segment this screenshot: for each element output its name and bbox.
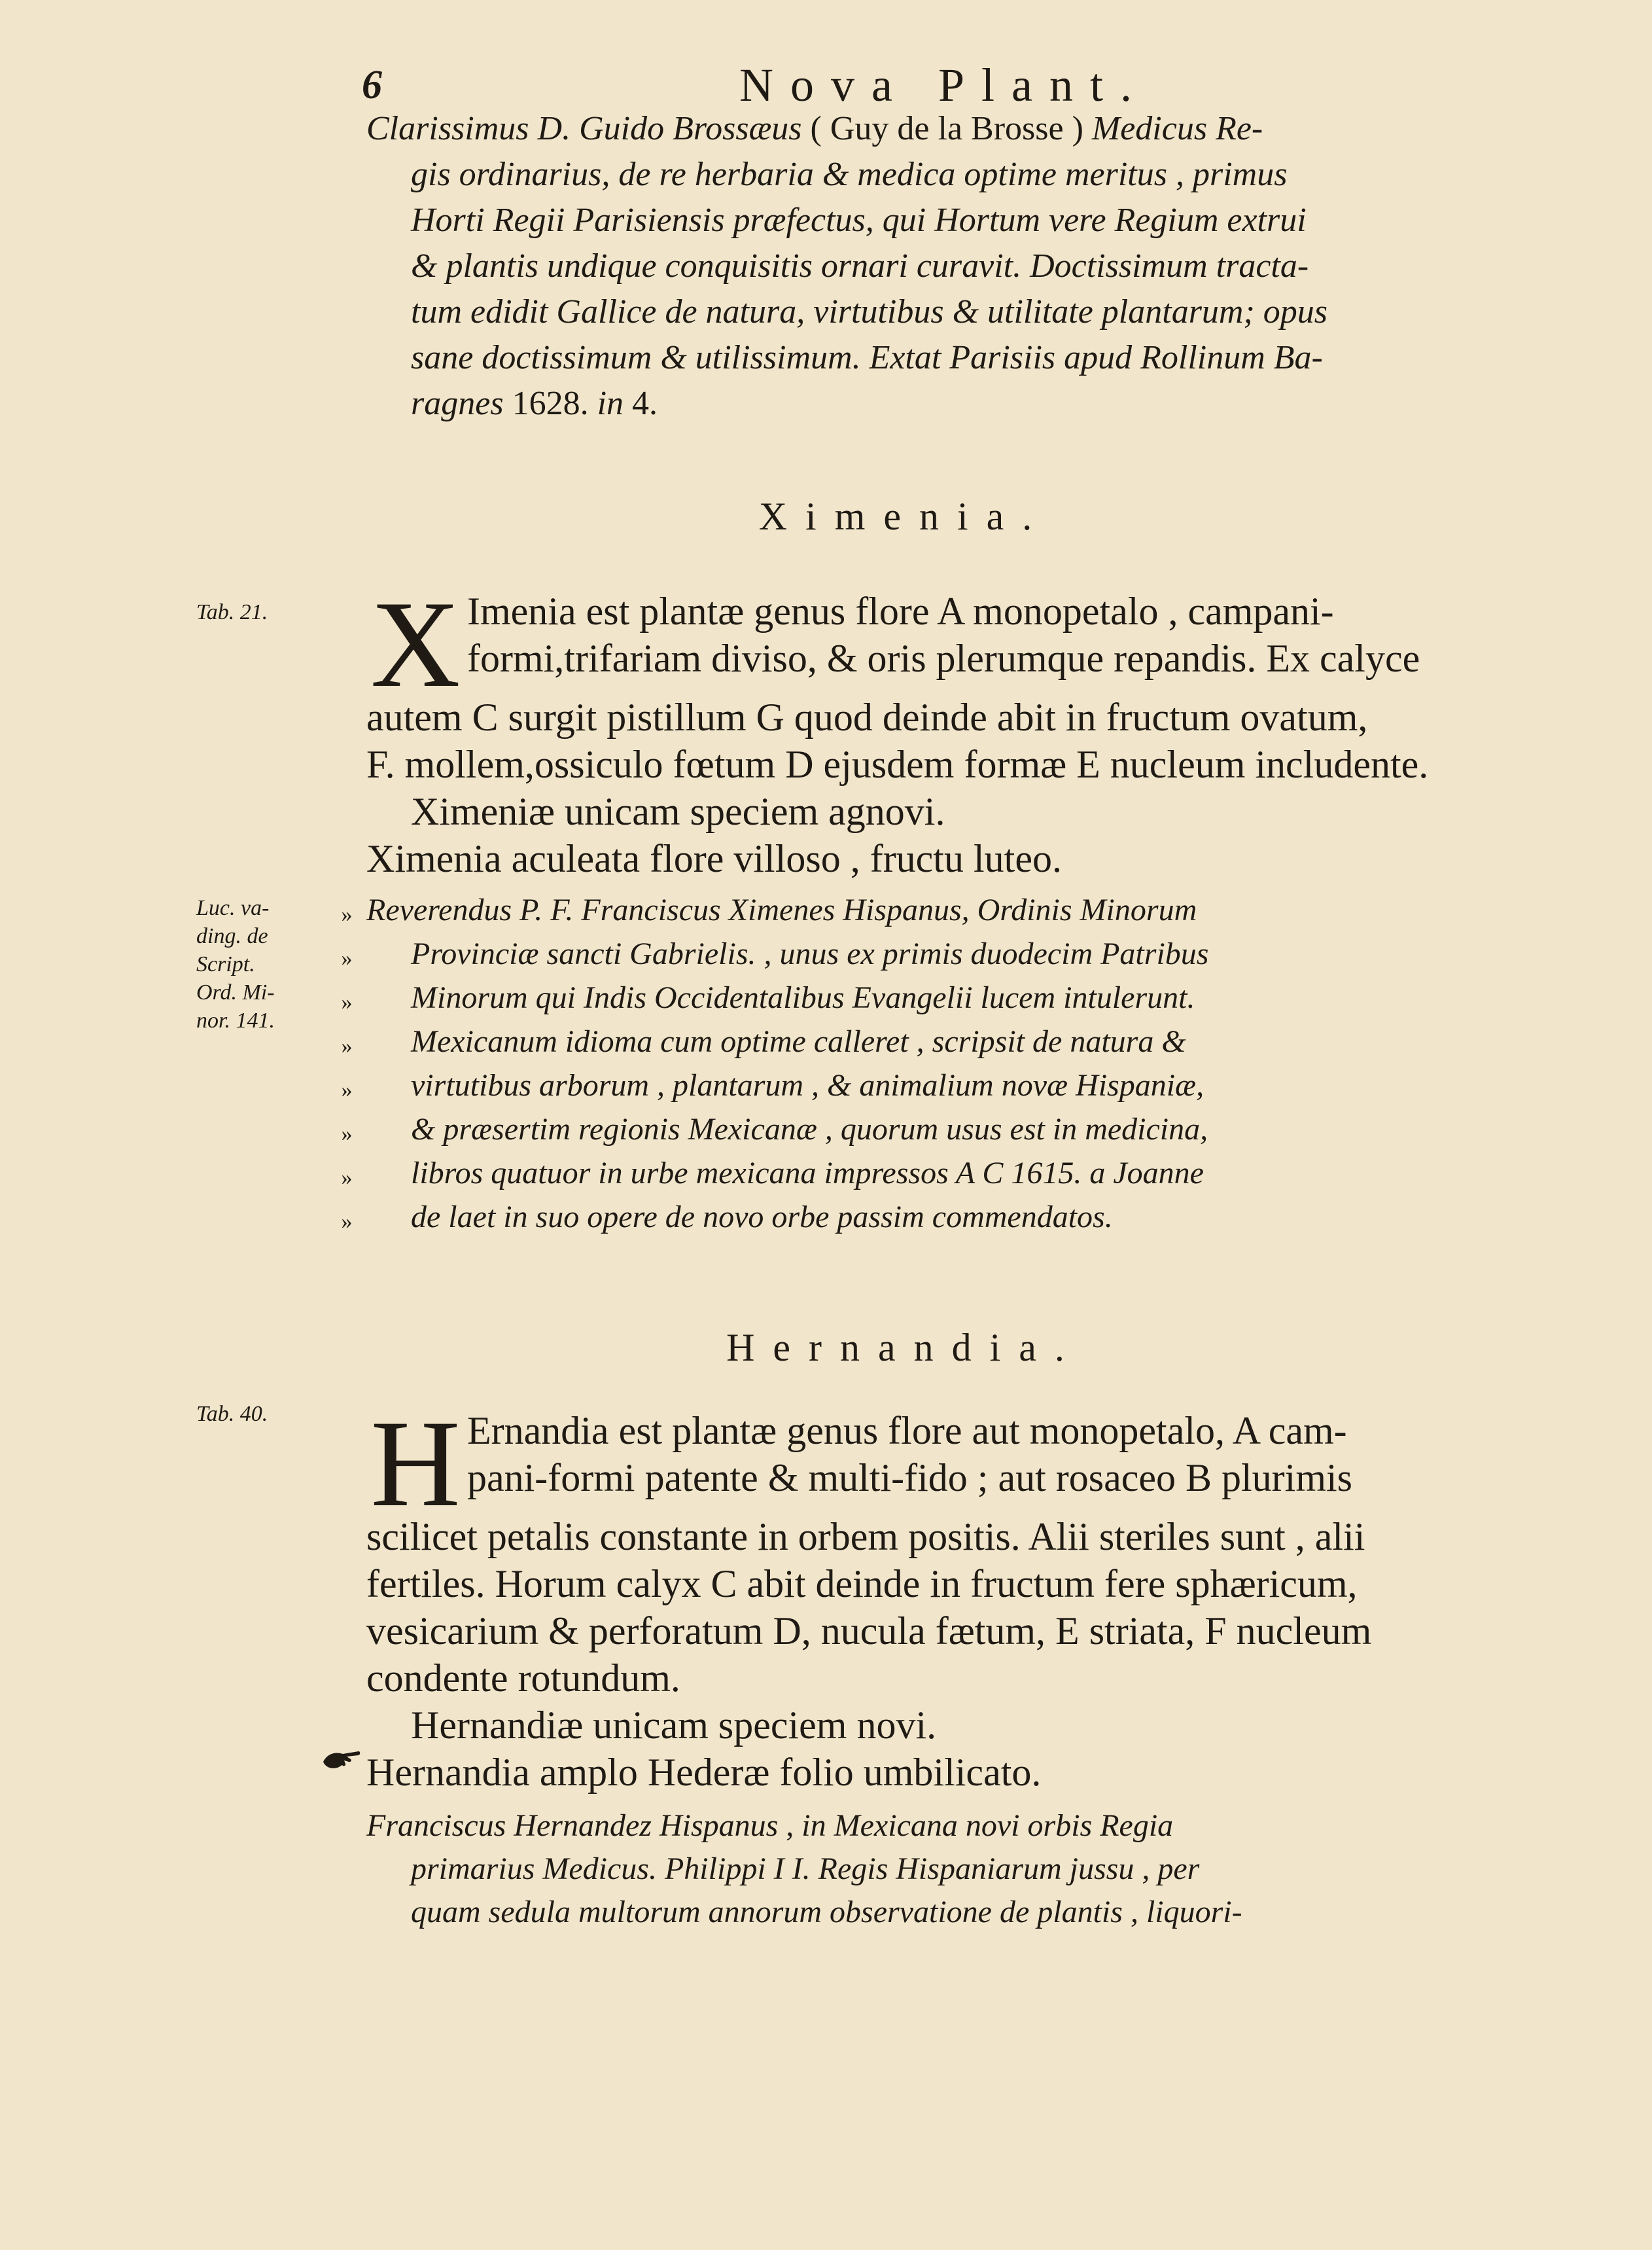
- body-line: Ernandia est plantæ genus flore aut monopetalo, A cam-: [467, 1409, 1347, 1452]
- intro-paragraph: [366, 106, 1531, 427]
- intro-line: [366, 106, 1531, 152]
- margin-ref-line: ding. de: [196, 924, 268, 948]
- quote-mark: »: [341, 1166, 353, 1190]
- ximenia-description: [366, 576, 1531, 882]
- body-line: pani-formi patente & multi-fido ; aut rosaceo B plurimis: [467, 1456, 1353, 1499]
- section-title-hernandia: Hernandia.: [726, 1326, 1083, 1369]
- intro-line: [366, 381, 1531, 427]
- citation-line: Minorum qui Indis Occidentalibus Evangelii lucem intulerunt.: [411, 980, 1195, 1015]
- intro-text: ragnes: [411, 385, 504, 422]
- intro-text-roman: ( Guy de la Brosse ): [801, 110, 1092, 147]
- intro-line: Horti Regii Parisiensis præfectus, qui Hortum vere Regium extrui: [411, 202, 1307, 239]
- citation-line: de laet in suo opere de novo orbe passim commendatos.: [411, 1200, 1113, 1234]
- drop-cap: X: [370, 576, 461, 713]
- page-number: 6: [362, 62, 382, 107]
- citation-line: & præsertim regionis Mexicanæ , quorum usus est in medicina,: [411, 1112, 1208, 1147]
- body-line: F. mollem,ossiculo fœtum D ejusdem formæ E nucleum includente.: [366, 743, 1429, 786]
- body-line: Imenia est plantæ genus flore A monopetalo , campani-: [467, 590, 1334, 633]
- intro-text: in: [597, 385, 624, 422]
- quotation-marks: [327, 893, 366, 1243]
- intro-text: Medicus Re-: [1091, 110, 1263, 147]
- citation-line: libros quatuor in urbe mexicana impressos A C 1615. a Joanne: [411, 1156, 1204, 1190]
- drop-cap: H: [370, 1395, 461, 1533]
- section-title-ximenia: Ximenia.: [758, 495, 1051, 538]
- quote-mark: »: [341, 1078, 353, 1102]
- hernandia-description: [366, 1395, 1531, 1796]
- citation-line: Reverendus P. F. Franciscus Ximenes Hispanus, Ordinis Minorum: [366, 893, 1197, 927]
- margin-ref-line: Luc. va-: [196, 896, 270, 920]
- body-line: fertiles. Horum calyx C abit deinde in fructum fere sphæricum,: [366, 1562, 1358, 1605]
- quote-mark: »: [341, 1034, 353, 1058]
- citation-line: virtutibus arborum , plantarum , & animalium novæ Hispaniæ,: [411, 1068, 1204, 1103]
- body-line: scilicet petalis constante in orbem positis. Alii steriles sunt , alii: [366, 1515, 1365, 1558]
- body-line: vesicarium & perforatum D, nucula fætum, E striata, F nucleum: [366, 1609, 1372, 1652]
- citation-line: primarius Medicus. Philippi I I. Regis Hispaniarum jussu , per: [411, 1851, 1200, 1886]
- intro-line: & plantis undique conquisitis ornari curavit. Doctissimum tracta-: [411, 247, 1309, 285]
- quote-mark: »: [341, 1209, 353, 1234]
- margin-ref-line: Ord. Mi-: [196, 980, 275, 1005]
- margin-note-tab: Tab. 21.: [196, 600, 268, 624]
- quote-mark: »: [341, 946, 353, 971]
- quote-mark: »: [341, 990, 353, 1014]
- body-line: Hernandiæ unicam speciem novi.: [411, 1704, 937, 1747]
- body-line: Ximenia aculeata flore villoso , fructu luteo.: [366, 837, 1062, 880]
- quote-mark: »: [341, 1122, 353, 1146]
- intro-line: sane doctissimum & utilissimum. Extat Parisiis apud Rollinum Ba-: [411, 339, 1323, 376]
- intro-line: gis ordinarius, de re herbaria & medica optime meritus , primus: [411, 156, 1288, 193]
- intro-text: Clarissimus D. Guido Brossæus: [366, 110, 802, 147]
- body-line: formi,trifariam diviso, & oris plerumque repandis. Ex calyce: [467, 637, 1420, 680]
- intro-text-roman: 4.: [624, 385, 658, 422]
- body-line: condente rotundum.: [366, 1656, 680, 1700]
- intro-line: tum edidit Gallice de natura, virtutibus & utilitate plantarum; opus: [411, 293, 1328, 330]
- citation-line: Franciscus Hernandez Hispanus , in Mexicana novi orbis Regia: [366, 1808, 1174, 1843]
- margin-note-tab: Tab. 40.: [196, 1402, 268, 1426]
- ximenia-citation: [366, 888, 1531, 1239]
- citation-line: quam sedula multorum annorum observatione de plantis , liquori-: [411, 1895, 1242, 1929]
- body-line: Ximeniæ unicam speciem agnovi.: [411, 790, 945, 833]
- citation-line: Provinciæ sancti Gabrielis. , unus ex primis duodecim Patribus: [411, 937, 1209, 971]
- hernandia-citation: [366, 1804, 1531, 1934]
- margin-ref-line: nor. 141.: [196, 1009, 275, 1033]
- body-line: Hernandia amplo Hederæ folio umbilicato.: [366, 1751, 1042, 1794]
- body-line: autem C surgit pistillum G quod deinde abit in fructum ovatum,: [366, 696, 1368, 739]
- intro-text-roman: 1628.: [503, 385, 597, 422]
- running-head: Nova Plant.: [739, 58, 1149, 111]
- pointing-hand-icon: [321, 1742, 361, 1771]
- quote-mark: »: [341, 902, 353, 927]
- citation-line: Mexicanum idioma cum optime calleret , scripsit de natura &: [411, 1024, 1186, 1059]
- margin-ref-line: Script.: [196, 952, 255, 976]
